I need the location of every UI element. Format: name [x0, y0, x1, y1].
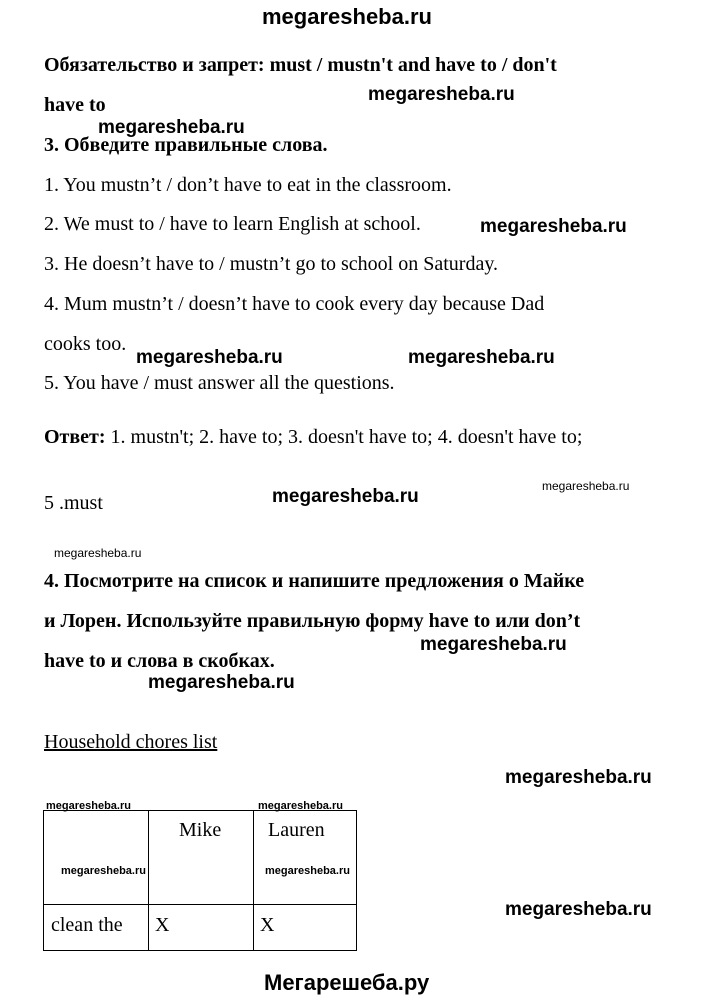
header-lauren-label: Lauren — [268, 819, 325, 841]
watermark[interactable]: megaresheba.ru — [505, 899, 652, 920]
table-cell — [44, 905, 149, 951]
watermark[interactable]: megaresheba.ru — [54, 546, 142, 560]
watermark[interactable]: megaresheba.ru — [46, 800, 131, 812]
table-row — [44, 905, 357, 951]
task3-item-4-cont: cooks too. — [44, 333, 127, 355]
watermark[interactable]: megaresheba.ru — [505, 767, 652, 788]
footer-watermark[interactable]: Мегарешеба.ру — [264, 970, 430, 995]
table-cell — [254, 905, 357, 951]
header-watermark[interactable]: megaresheba.ru — [262, 4, 432, 29]
answer-line2: 5 .must — [44, 492, 103, 514]
watermark[interactable]: megaresheba.ru — [542, 479, 630, 493]
answer-label: Ответ: — [44, 426, 106, 448]
watermark[interactable]: megaresheba.ru — [98, 117, 245, 138]
watermark[interactable]: megaresheba.ru — [258, 800, 343, 812]
task4-line2: и Лорен. Используйте правильную форму have to или don’t — [44, 610, 581, 632]
task4-line3: have to и слова в скобках. — [44, 650, 275, 672]
chore-mark-mike: X — [155, 914, 170, 936]
table-cell — [44, 811, 149, 905]
table-cell — [149, 905, 254, 951]
table-header-lauren — [254, 811, 357, 905]
task3-item-1: 1. You mustn’t / don’t have to eat in the classroom. — [44, 174, 452, 196]
watermark[interactable]: megaresheba.ru — [148, 672, 295, 693]
chores-list-title: Household chores list — [44, 731, 218, 753]
task3-item-3: 3. He doesn’t have to / mustn’t go to school on Saturday. — [44, 253, 499, 275]
task3-item-5: 5. You have / must answer all the questions. — [44, 372, 395, 394]
watermark[interactable]: megaresheba.ru — [136, 347, 283, 368]
chore-name: clean the — [51, 914, 123, 936]
watermark[interactable]: megaresheba.ru — [408, 347, 555, 368]
grammar-heading-line1: Обязательство и запрет: must / mustn't and have to / don't — [44, 54, 557, 76]
watermark[interactable]: megaresheba.ru — [265, 865, 350, 877]
table-header-row — [44, 811, 357, 905]
watermark[interactable]: megaresheba.ru — [272, 486, 419, 507]
table-header-mike — [149, 811, 254, 905]
watermark[interactable]: megaresheba.ru — [61, 865, 146, 877]
watermark[interactable]: megaresheba.ru — [368, 84, 515, 105]
chore-mark-lauren: X — [260, 914, 275, 936]
task3-item-2: 2. We must to / have to learn English at school. — [44, 213, 421, 235]
watermark[interactable]: megaresheba.ru — [420, 634, 567, 655]
task4-line1: 4. Посмотрите на список и напишите предложения о Майке — [44, 570, 585, 592]
grammar-heading-line2: have to — [44, 94, 106, 116]
header-mike-label: Mike — [179, 819, 222, 841]
task3-title: 3. Обведите правильные слова. — [44, 134, 328, 156]
task3-item-4: 4. Mum mustn’t / doesn’t have to cook every day because Dad — [44, 293, 545, 315]
watermark[interactable]: megaresheba.ru — [480, 216, 627, 237]
chores-table — [43, 810, 357, 951]
answer-text: 1. mustn't; 2. have to; 3. doesn't have to; 4. doesn't have to; — [105, 426, 583, 448]
answer-line1 — [44, 426, 582, 449]
